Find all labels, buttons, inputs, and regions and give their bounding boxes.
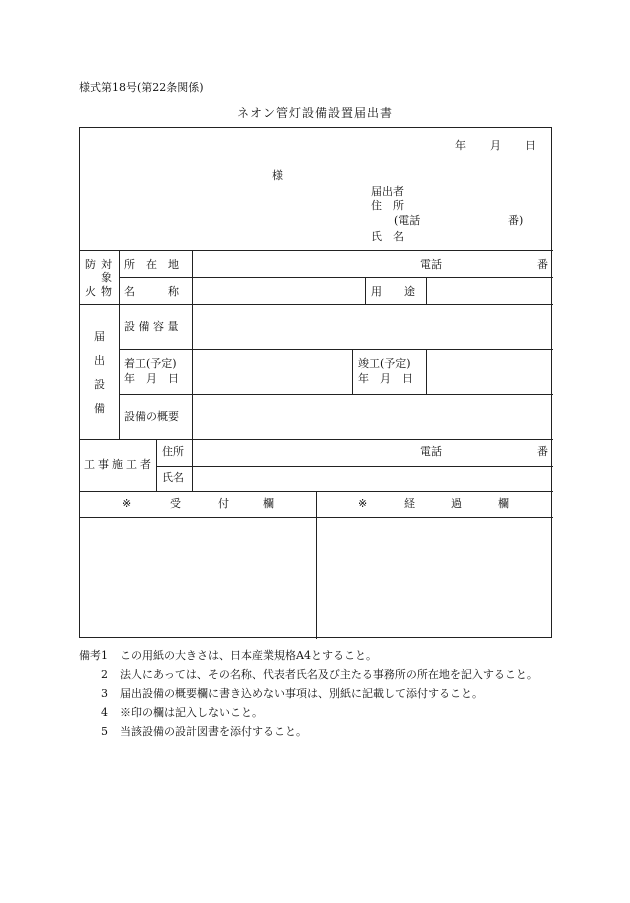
note-text: ※印の欄は記入しないこと。: [120, 706, 263, 719]
contractor-address-label: 住所: [162, 445, 184, 458]
contractor-address-field[interactable]: [193, 439, 551, 465]
equipment-group-char: 設: [94, 378, 105, 391]
note-number: 5: [101, 725, 108, 738]
note-number: 2: [101, 668, 108, 681]
contractor-label: 工事施工者: [84, 458, 154, 471]
page-title: ネオン管灯設備設置届出書: [237, 106, 394, 120]
col-divider: [156, 439, 157, 491]
overview-label: 設備の概要: [124, 410, 179, 423]
note-number: 4: [101, 706, 108, 719]
start-label: 着工(予定): [124, 357, 177, 370]
location-phone-ban: 番: [537, 258, 548, 271]
capacity-label: 設 備 容 量: [124, 320, 179, 333]
progress-mark: ※: [358, 497, 368, 510]
form-number: 様式第18号(第22条関係): [79, 81, 204, 94]
date-day: 日: [525, 139, 536, 152]
note-number: 3: [101, 687, 108, 700]
col-divider: [119, 250, 120, 439]
complete-label: 竣工(予定): [358, 357, 411, 370]
usage-label: 用 途: [371, 285, 415, 298]
col-divider: [352, 349, 353, 394]
notifier-address-label: 住 所: [371, 199, 404, 212]
target-group-char: 火: [85, 285, 96, 298]
notifier-name-label: 氏 名: [371, 230, 404, 243]
note-text: この用紙の大きさは、日本産業規格A4とすること。: [120, 649, 377, 662]
complete-date-field[interactable]: [427, 349, 551, 393]
contractor-name-label: 氏名: [162, 471, 184, 484]
contractor-phone-ban: 番: [537, 445, 548, 458]
target-group-char: 対: [101, 258, 112, 271]
target-group-char: 物: [101, 285, 112, 298]
note-text: 届出設備の概要欄に書き込めない事項は、別紙に記載して添付すること。: [120, 687, 483, 700]
contractor-phone-label: 電話: [420, 445, 442, 458]
note-text: 法人にあっては、その名称、代表者氏名及び主たる事務所の所在地を記入すること。: [120, 668, 538, 681]
reception-field: [80, 517, 315, 637]
equipment-group-char: 届: [94, 330, 105, 343]
equipment-group-char: 出: [94, 354, 105, 367]
date-month: 月: [490, 139, 501, 152]
location-phone-label: 電話: [420, 258, 442, 271]
notifier-phone-close: 番): [508, 214, 524, 227]
addressee-sama: 様: [272, 169, 283, 182]
facility-name-field[interactable]: [193, 277, 364, 303]
contractor-name-field[interactable]: [193, 466, 551, 490]
notifier-label: 届出者: [371, 185, 404, 198]
reception-char: 受: [170, 497, 181, 510]
usage-field[interactable]: [427, 277, 551, 303]
target-group-char: 象: [101, 271, 112, 284]
notifier-phone-open: (電話: [394, 214, 421, 227]
location-label: 所 在 地: [124, 258, 179, 271]
col-divider: [365, 277, 366, 304]
progress-field: [316, 517, 551, 637]
location-field[interactable]: [193, 250, 551, 276]
progress-char: 過: [451, 497, 462, 510]
progress-char: 経: [404, 497, 415, 510]
reception-mark: ※: [122, 497, 132, 510]
start-date-field[interactable]: [193, 349, 351, 393]
equipment-group-char: 備: [94, 402, 105, 415]
target-group-char: 防: [85, 258, 96, 271]
note-text: 当該設備の設計図書を添付すること。: [120, 725, 307, 738]
capacity-field[interactable]: [193, 304, 551, 348]
reception-char: 付: [218, 497, 229, 510]
date-year: 年: [455, 139, 466, 152]
overview-field[interactable]: [193, 394, 551, 438]
facility-name-label: 名 称: [124, 285, 179, 298]
complete-date-label: 年 月 日: [358, 372, 413, 385]
notes-prefix: 備考1: [79, 649, 108, 662]
progress-char: 欄: [498, 497, 509, 510]
start-date-label: 年 月 日: [124, 372, 179, 385]
reception-char: 欄: [263, 497, 274, 510]
